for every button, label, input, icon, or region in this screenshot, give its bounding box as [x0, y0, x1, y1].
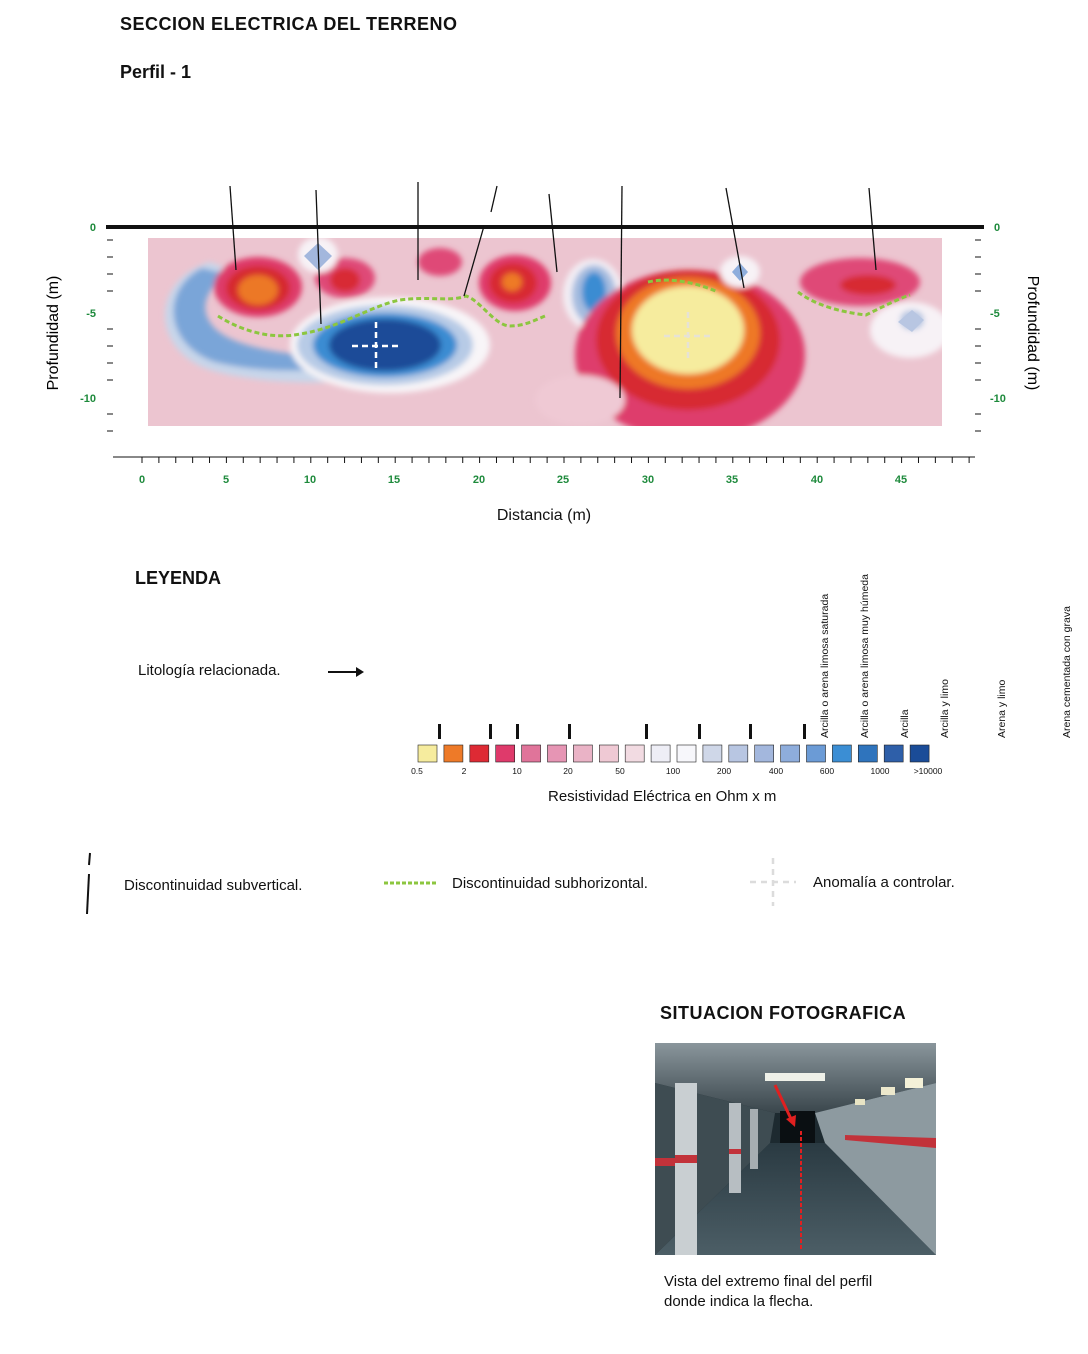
lithology-label: Litología relacionada. — [138, 662, 281, 679]
lithology-marker — [698, 724, 701, 739]
x-tick-45: 45 — [894, 474, 908, 486]
scale-label: 1000 — [870, 766, 890, 776]
lith-3: Arcilla y limo — [939, 679, 951, 738]
scale-label: 200 — [716, 766, 732, 776]
color-swatch — [496, 745, 515, 762]
color-swatch — [651, 745, 670, 762]
photo-heading: SITUACION FOTOGRAFICA — [660, 1003, 907, 1023]
color-swatch — [858, 745, 877, 762]
color-swatch — [884, 745, 903, 762]
subhorizontal-line-icon — [382, 878, 438, 888]
scale-label: 10 — [512, 766, 522, 776]
color-swatch — [832, 745, 851, 762]
color-swatch — [573, 745, 592, 762]
y-tick-left-5: -5 — [86, 308, 96, 320]
x-axis-ticks — [142, 457, 969, 463]
y-axis-label-left: Profundidad (m) — [45, 275, 62, 391]
color-swatch — [470, 745, 489, 762]
color-swatches — [418, 745, 929, 762]
y-axis-label-right: Profundidad (m) — [1024, 275, 1041, 391]
lith-4: Arena y limo — [996, 679, 1008, 738]
scale-labels — [411, 766, 942, 776]
color-swatch — [418, 745, 437, 762]
color-swatch — [807, 745, 826, 762]
y-tick-left-0: 0 — [89, 222, 96, 234]
anomaly-cross-icon — [748, 856, 798, 908]
color-swatch — [729, 745, 748, 762]
scale-label: 50 — [615, 766, 625, 776]
lith-1: Arcilla o arena limosa muy húmeda — [859, 574, 871, 738]
scale-label: 2 — [461, 766, 467, 776]
color-swatch — [781, 745, 800, 762]
x-tick-15: 15 — [387, 474, 401, 486]
lith-0: Arcilla o arena limosa saturada — [819, 593, 831, 738]
scale-label: 100 — [665, 766, 681, 776]
arrow-right-icon — [326, 664, 366, 680]
page-title: SECCION ELECTRICA DEL TERRENO — [120, 14, 458, 34]
scale-label: 20 — [563, 766, 573, 776]
color-swatch — [548, 745, 567, 762]
y-tick-right-0: 0 — [994, 222, 1001, 234]
photo-caption — [664, 1272, 964, 1312]
lithology-marker — [516, 724, 519, 739]
x-tick-40: 40 — [810, 474, 824, 486]
resistivity-field — [148, 237, 950, 440]
caption-line-1: Vista del extremo final del perfil — [664, 1273, 873, 1290]
x-tick-25: 25 — [556, 474, 570, 486]
lithology-marker — [803, 724, 806, 739]
scale-label: >10000 — [913, 766, 943, 776]
caption-line-2: donde indica la flecha. — [664, 1293, 814, 1310]
lith-2: Arcilla — [899, 709, 911, 738]
y-tick-right-5: -5 — [990, 308, 1000, 320]
scale-label: 400 — [768, 766, 784, 776]
x-tick-10: 10 — [303, 474, 317, 486]
color-swatch — [599, 745, 618, 762]
anomaly-label: Anomalía a controlar. — [813, 874, 955, 891]
lithology-marker — [645, 724, 648, 739]
scale-label: 0.5 — [411, 766, 423, 776]
lithology-marker — [438, 724, 441, 739]
color-swatch — [910, 745, 929, 762]
color-swatch — [677, 745, 696, 762]
lithology-markers — [438, 724, 806, 739]
lithology-marker — [489, 724, 492, 739]
y-tick-left-10: -10 — [80, 393, 96, 405]
legend-heading: LEYENDA — [135, 568, 222, 588]
resistivity-title: Resistividad Eléctrica en Ohm x m — [548, 788, 777, 805]
parking-photo — [655, 1043, 936, 1255]
subhorizontal-label: Discontinuidad subhorizontal. — [452, 875, 648, 892]
x-tick-35: 35 — [725, 474, 739, 486]
subvertical-label: Discontinuidad subvertical. — [124, 877, 303, 894]
lithology-marker — [568, 724, 571, 739]
color-swatch — [522, 745, 541, 762]
x-tick-20: 20 — [472, 474, 486, 486]
resistivity-legend — [400, 574, 1073, 790]
profile-title: Perfil - 1 — [120, 62, 192, 82]
right-depth-axis — [975, 240, 981, 431]
x-axis-label: Distancia (m) — [496, 507, 592, 524]
subvertical-line-icon — [80, 850, 100, 920]
resistivity-section — [0, 0, 1088, 560]
color-swatch — [444, 745, 463, 762]
x-tick-30: 30 — [641, 474, 655, 486]
x-tick-5: 5 — [222, 474, 230, 486]
lithology-marker — [749, 724, 752, 739]
y-tick-right-10: -10 — [990, 393, 1006, 405]
lith-5: Arena cementada con grava — [1061, 606, 1073, 738]
color-swatch — [755, 745, 774, 762]
x-tick-0: 0 — [138, 474, 146, 486]
left-depth-axis — [107, 240, 113, 431]
color-swatch — [625, 745, 644, 762]
color-swatch — [703, 745, 722, 762]
scale-label: 600 — [819, 766, 835, 776]
